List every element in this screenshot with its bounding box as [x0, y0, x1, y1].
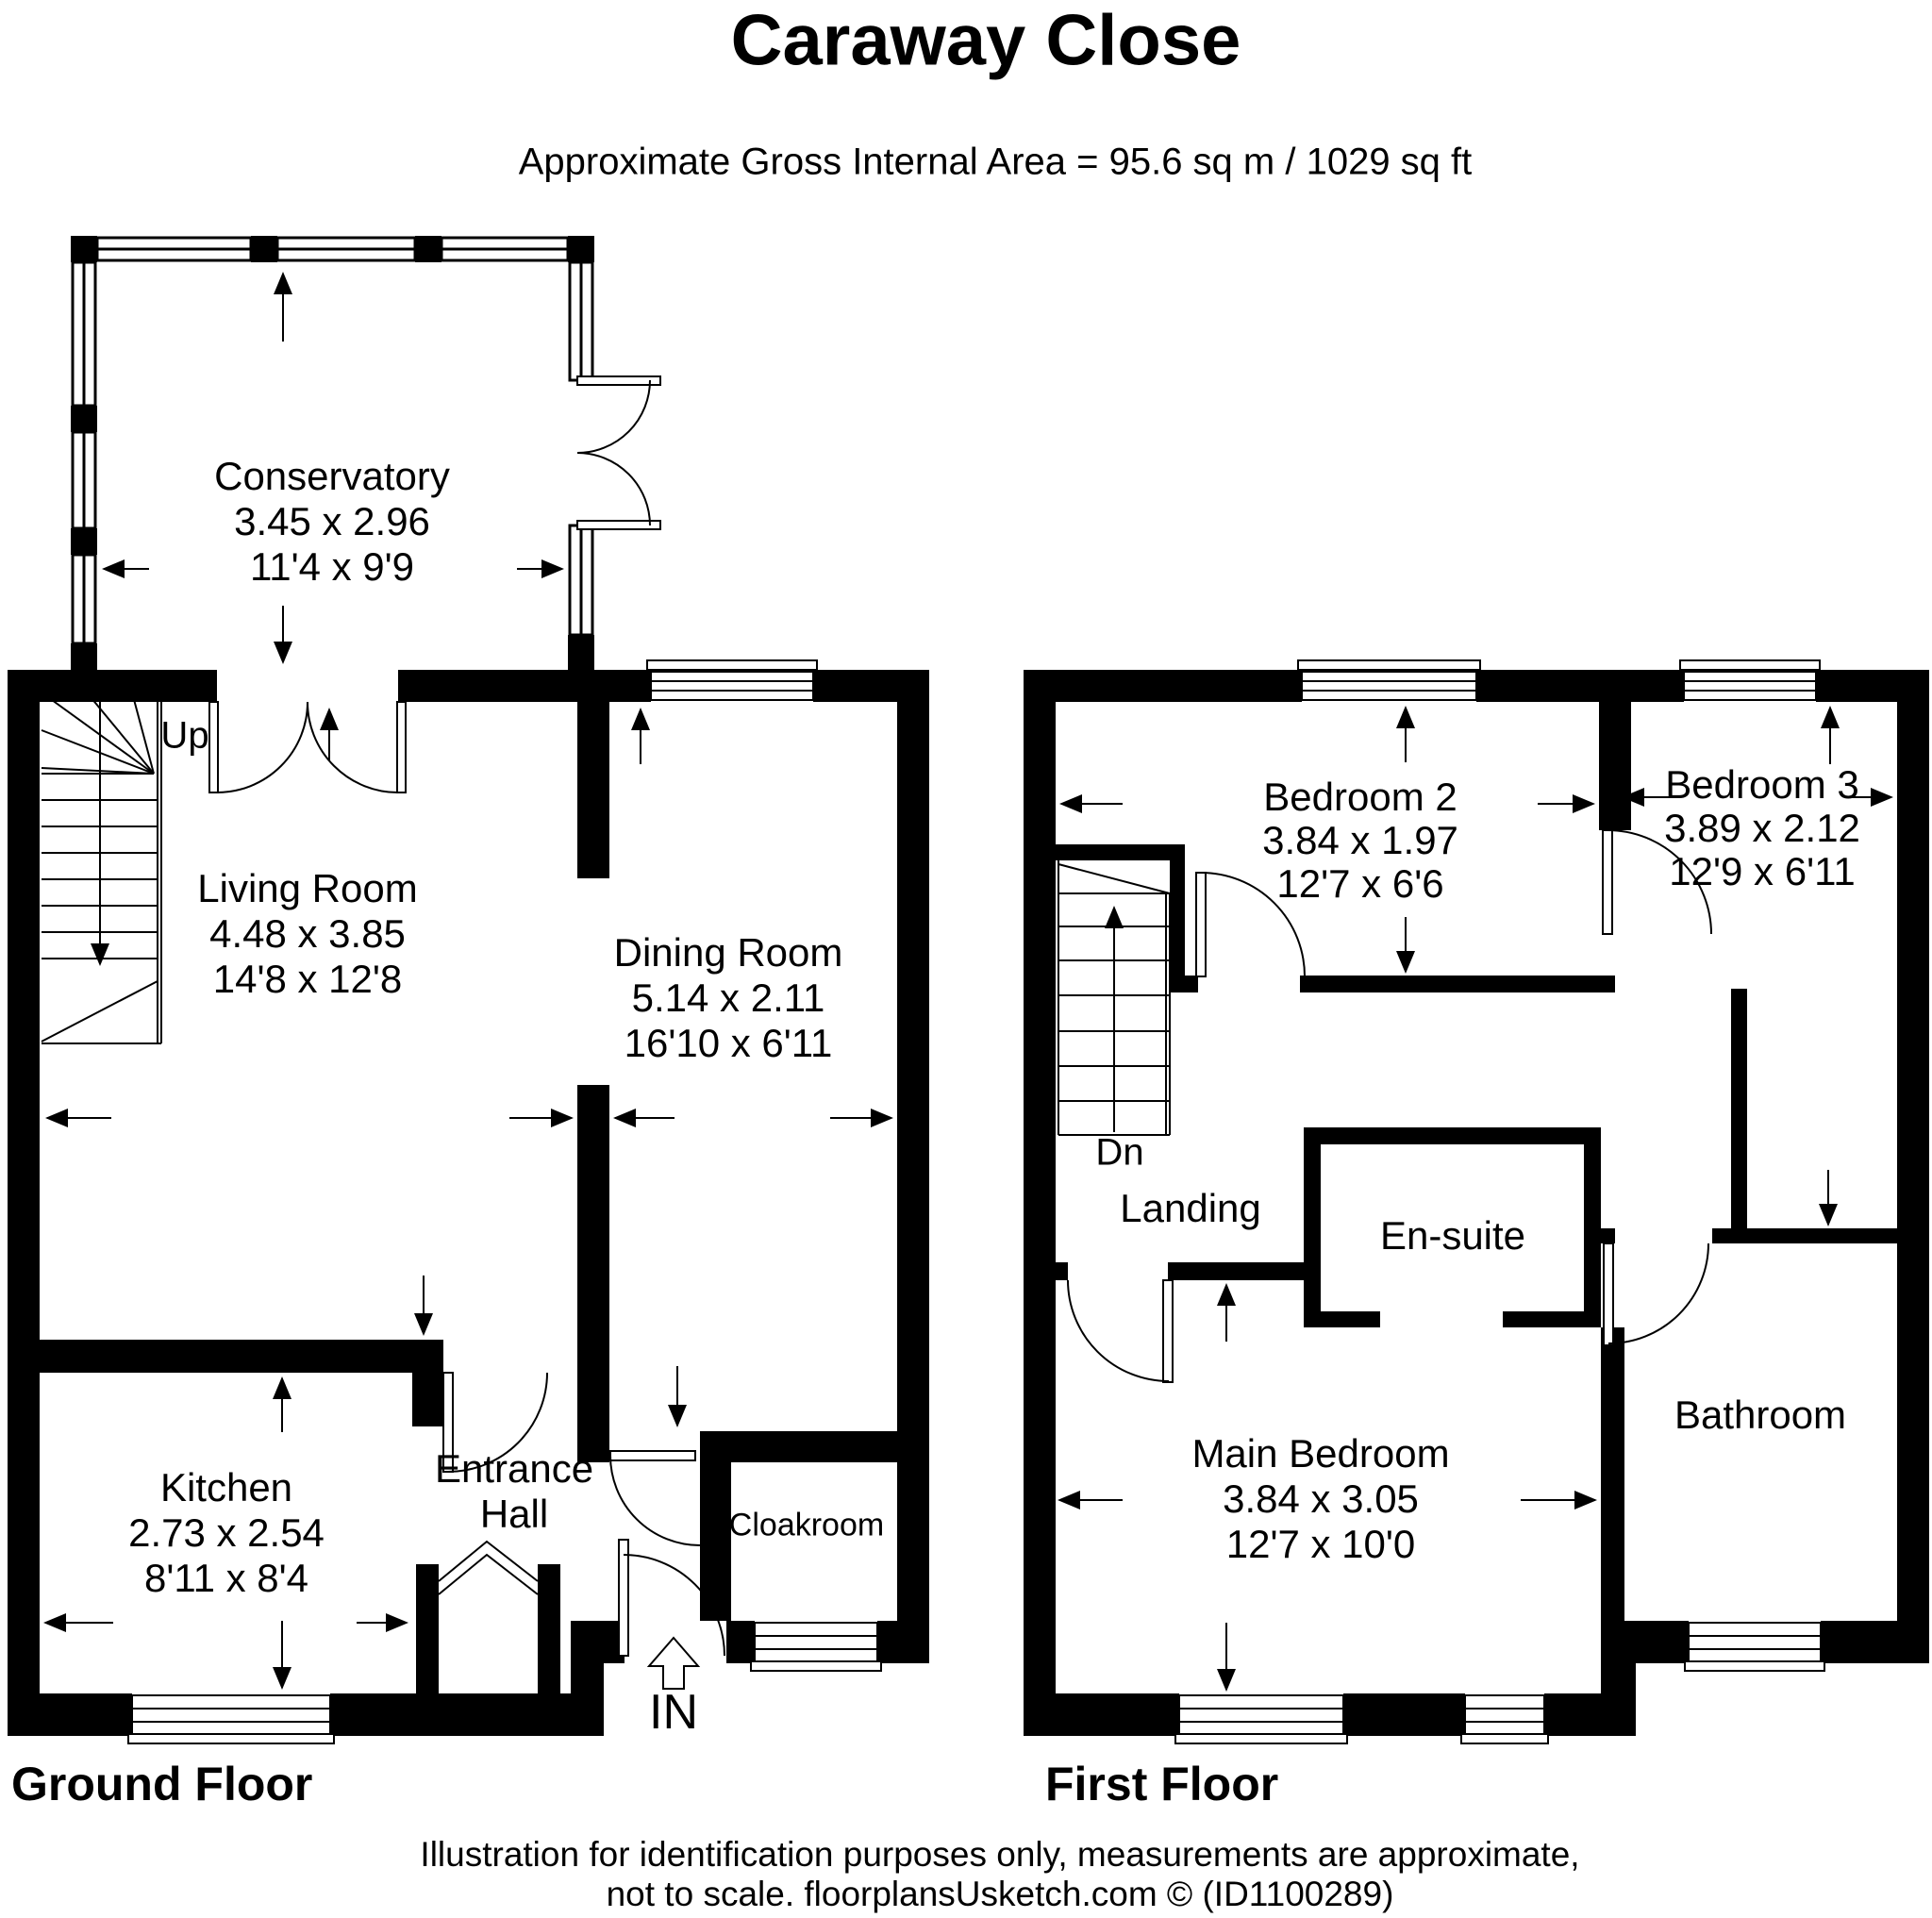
dining-room-window: [647, 660, 817, 700]
room-dims-bedroom-3-imperial: 12'9 x 6'11: [1669, 848, 1856, 893]
stairs-down: [1058, 860, 1170, 1135]
ground-floor-title: Ground Floor: [11, 1758, 313, 1810]
room-dims-kitchen-imperial: 8'11 x 8'4: [143, 1555, 309, 1600]
room-dims-dining-room-metric: 5.14 x 2.11: [631, 975, 825, 1020]
room-label-cloakroom: Cloakroom: [728, 1507, 885, 1543]
stairs-down-label: Dn: [1095, 1131, 1144, 1174]
footer-disclaimer-line1: Illustration for identification purposes only, measurements are approximate,: [420, 1835, 1580, 1874]
room-dims-living-room-metric: 4.48 x 3.85: [209, 910, 406, 956]
bedroom3-window: [1680, 660, 1820, 700]
room-dims-bedroom-2-metric: 3.84 x 1.97: [1262, 817, 1458, 862]
room-label-bedroom-3: Bedroom 3: [1665, 761, 1859, 807]
room-label-bathroom: Bathroom: [1674, 1392, 1847, 1437]
conservatory-door: [577, 376, 660, 529]
room-label-kitchen: Kitchen: [159, 1464, 293, 1509]
room-label-entrance-hall-line1: Entrance: [434, 1445, 594, 1491]
room-dims-conservatory-imperial: 11'4 x 9'9: [249, 543, 415, 589]
room-dims-main-bedroom-imperial: 12'7 x 10'0: [1225, 1521, 1416, 1566]
room-label-en-suite: En-suite: [1379, 1212, 1526, 1258]
entry-in-label: IN: [649, 1685, 698, 1740]
bathroom-window: [1685, 1623, 1824, 1671]
stairs-up: [42, 692, 161, 1043]
room-dims-bedroom-2-imperial: 12'7 x 6'6: [1276, 860, 1444, 906]
room-dims-dining-room-imperial: 16'10 x 6'11: [624, 1020, 833, 1065]
living-room-french-doors: [209, 702, 406, 792]
room-label-conservatory: Conservatory: [214, 453, 450, 498]
room-dims-living-room-imperial: 14'8 x 12'8: [212, 956, 403, 1001]
main-bedroom-window-wide: [1175, 1695, 1347, 1743]
page-title: Caraway Close: [730, 0, 1241, 81]
cloakroom-window: [751, 1623, 881, 1671]
page-subtitle: Approximate Gross Internal Area = 95.6 sq m / 1029 sq ft: [518, 141, 1473, 183]
main-bedroom-window-narrow: [1461, 1695, 1548, 1743]
first-floor-title: First Floor: [1045, 1758, 1279, 1810]
room-label-bedroom-2: Bedroom 2: [1263, 774, 1457, 819]
room-label-living-room: Living Room: [197, 865, 418, 910]
kitchen-window: [128, 1695, 334, 1743]
room-label-main-bedroom: Main Bedroom: [1191, 1430, 1450, 1476]
stairs-up-label: Up: [160, 714, 209, 757]
room-dims-conservatory-metric: 3.45 x 2.96: [234, 498, 430, 543]
room-label-dining-room: Dining Room: [613, 929, 843, 975]
bedroom2-window: [1298, 660, 1480, 700]
room-label-entrance-hall-line2: Hall: [479, 1491, 549, 1536]
footer-disclaimer-line2: not to scale. floorplansUsketch.com © (ID1100289): [606, 1875, 1394, 1913]
cloakroom-door: [610, 1451, 700, 1545]
room-dims-kitchen-metric: 2.73 x 2.54: [128, 1509, 325, 1555]
room-label-landing: Landing: [1120, 1185, 1261, 1230]
room-dims-bedroom-3-metric: 3.89 x 2.12: [1664, 805, 1860, 850]
main-bedroom-door: [1068, 1280, 1173, 1382]
room-dims-main-bedroom-metric: 3.84 x 3.05: [1223, 1476, 1419, 1521]
porch-canopy: [439, 1542, 538, 1594]
